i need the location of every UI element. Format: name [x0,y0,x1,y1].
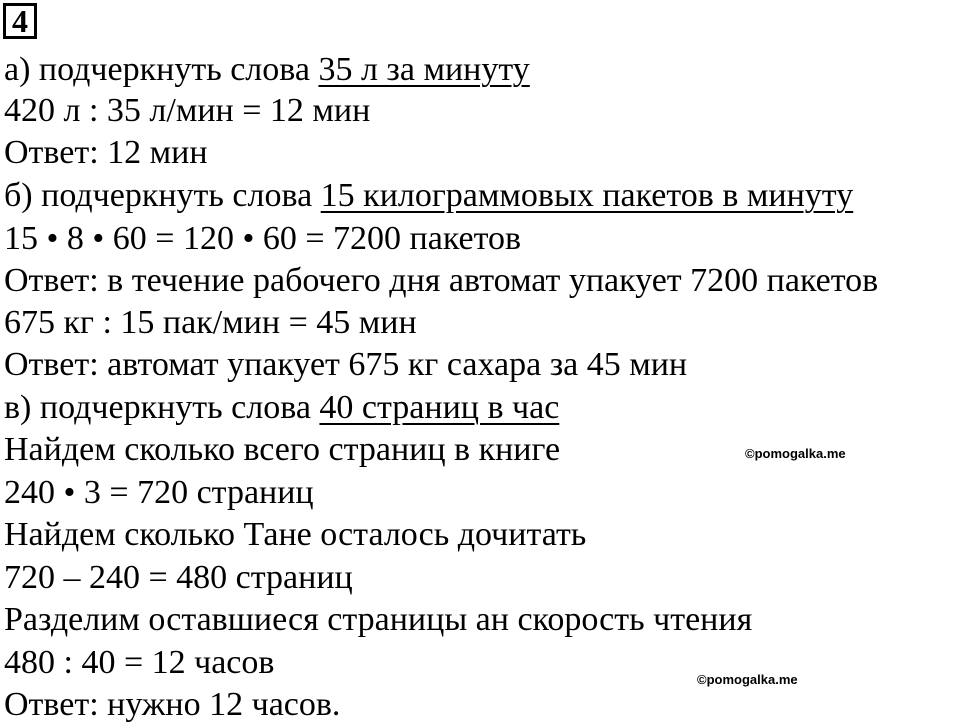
line-prefix: в) подчеркнуть слова [4,389,320,426]
watermark: ©pomogalka.me [697,672,798,687]
line-answer: Ответ: нужно 12 часов. [4,686,341,723]
line-answer: Ответ: автомат упакует 675 кг сахара за 45 мин [4,346,688,383]
line-calculation: 480 : 40 = 12 часов [4,644,275,681]
line-step-text: Найдем сколько всего страниц в книге [4,431,561,468]
line-answer: Ответ: 12 мин [4,134,208,171]
line-c-instruction [4,388,559,428]
line-step-text: Разделим оставшиеся страницы ан скорость чтения [4,601,753,638]
task-number-box: 4 [3,3,37,39]
line-calculation: 720 – 240 = 480 страниц [4,559,353,596]
line-prefix: а) подчеркнуть слова [4,51,319,88]
line-b-instruction [4,176,853,216]
underlined-phrase: 40 страниц в час [319,389,560,426]
line-prefix: б) подчеркнуть слова [4,177,321,214]
underlined-phrase: 15 килограммовых пакетов в минуту [320,177,854,214]
underlined-phrase: 35 л за минуту [318,51,530,88]
line-calculation: 15 • 8 • 60 = 120 • 60 = 7200 пакетов [4,220,522,257]
line-a-instruction [4,50,530,90]
line-calculation: 675 кг : 15 пак/мин = 45 мин [4,304,417,341]
line-step-text: Найдем сколько Тане осталось дочитать [4,516,587,553]
line-answer: Ответ: в течение рабочего дня автомат упакует 7200 пакетов [4,262,879,299]
watermark: ©pomogalka.me [745,446,846,461]
line-calculation: 420 л : 35 л/мин = 12 мин [4,92,371,129]
line-calculation: 240 • 3 = 720 страниц [4,474,314,511]
